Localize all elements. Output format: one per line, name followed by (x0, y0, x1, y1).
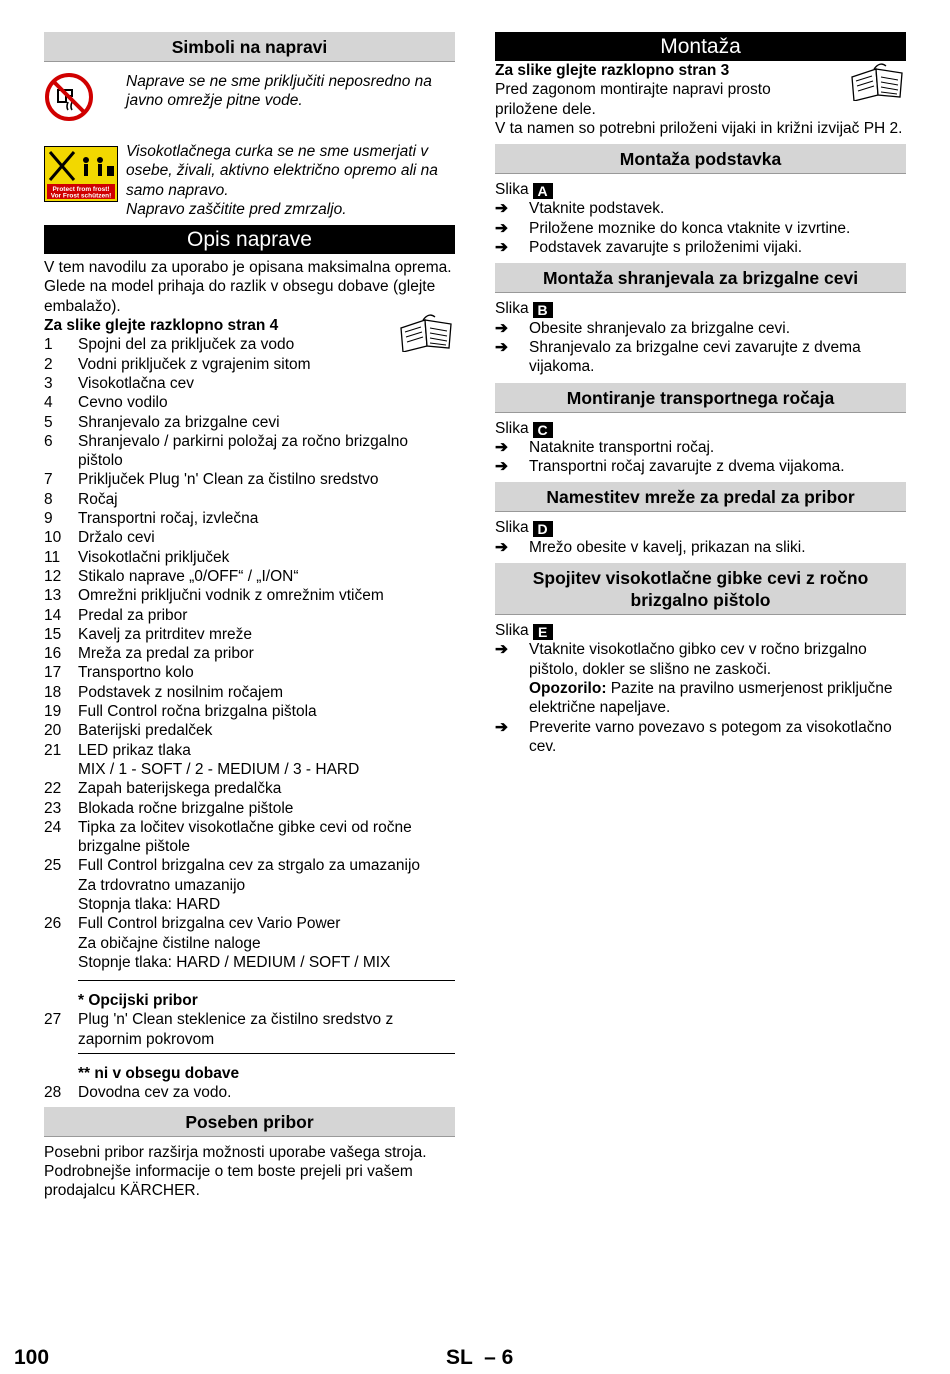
figure-ref (495, 518, 906, 537)
item-number: 25 (44, 857, 62, 875)
list-item (44, 663, 455, 682)
step (495, 438, 906, 457)
arrow-icon: ➔ (495, 718, 508, 736)
item-number: 7 (44, 471, 53, 489)
arrow-icon: ➔ (495, 458, 508, 476)
figure-letter: B (533, 302, 553, 318)
step (495, 319, 906, 338)
step-note (529, 679, 906, 718)
item-text: Predal za pribor (78, 606, 188, 624)
assembly-text1: Pred zagonom montirajte napravi prosto priložene dele. (495, 81, 771, 118)
item25-sub1: Za trdovratno umazanijo (78, 876, 246, 894)
symbol1-text: Naprave se ne sme priključiti neposredno na javno omrežje pitne vode. (126, 73, 432, 110)
item-text: Shranjevalo / parkirni položaj za ročno brizgalno pištolo (78, 432, 408, 470)
item-text: Visokotlačna cev (78, 374, 195, 392)
step-text: Priložene moznike do konca vtaknite v izvrtine. (529, 219, 851, 237)
right-column (495, 32, 906, 756)
list-item (44, 374, 455, 393)
warning-label-line2: Vor Frost schützen! (50, 192, 112, 200)
list-item (44, 721, 455, 740)
item-text: Spojni del za priključek za vodo (78, 336, 295, 354)
item-number: 3 (44, 374, 53, 392)
item-number: 6 (44, 432, 53, 450)
arrow-icon: ➔ (495, 338, 508, 356)
symbol2-text-frost: Napravo zaščitite pred zmrzaljo. (126, 200, 347, 218)
figure-ref (495, 621, 906, 640)
description-intro: V tem navodilu za uporabo je opisana maksimalna oprema. Glede na model prihaja do razlik v obsegu dobave (glejte embalažo). (44, 259, 452, 315)
step-text: Vtaknite podstavek. (529, 200, 665, 218)
item-text: Ročaj (78, 490, 118, 508)
item-text: Vodni priključek z vgrajenim sitom (78, 355, 311, 373)
item-text: Transportni ročaj, izvlečna (78, 510, 259, 528)
item-text: Mreža za predal za pribor (78, 645, 254, 663)
list-item (44, 528, 455, 547)
figure-letter: E (533, 624, 553, 640)
figure-label: Slika (495, 622, 529, 640)
item-number: 19 (44, 703, 62, 721)
item-text: Transportno kolo (78, 664, 194, 682)
item-number: 16 (44, 645, 62, 663)
assembly-text2: V ta namen so potrebni priloženi vijaki in križni izvijač PH 2. (495, 119, 903, 137)
list-item (44, 779, 455, 798)
item-number: 15 (44, 625, 62, 643)
section-heading: Montaža shranjevala za brizgalne cevi (495, 263, 906, 293)
item-text: Cevno vodilo (78, 394, 168, 412)
list-item (44, 335, 455, 354)
list-item (44, 625, 455, 644)
arrow-icon: ➔ (495, 538, 508, 556)
list-item: 28 Dovodna cev za vodo. (44, 1084, 232, 1102)
item-number: 23 (44, 799, 62, 817)
manual-book-icon (848, 63, 906, 106)
list-item (44, 644, 455, 663)
arrow-icon: ➔ (495, 219, 508, 237)
not-included-heading: ** ni v obsegu dobave (78, 1065, 240, 1083)
arrow-icon: ➔ (495, 200, 508, 218)
warning-label-line1: Protect from frost! (52, 186, 110, 193)
list-item (44, 741, 455, 760)
arrow-icon: ➔ (495, 239, 508, 257)
item-number: 17 (44, 664, 62, 682)
list-item (44, 548, 455, 567)
item25-sub2: Stopnja tlaka: HARD (78, 895, 221, 913)
item-number: 20 (44, 722, 62, 740)
step-text: Transportni ročaj zavarujte z dvema vijakoma. (529, 458, 845, 476)
arrow-icon: ➔ (495, 319, 508, 337)
item-text: Podstavek z nosilnim ročajem (78, 683, 284, 701)
special-accessories-heading: Poseben pribor (44, 1107, 455, 1137)
item-text: Full Control brizgalna cev za strgalo za umazanijo (78, 857, 421, 875)
parts-list-2 (44, 779, 455, 875)
step (495, 338, 906, 377)
figure-ref (495, 299, 906, 318)
step-text: Preverite varno povezavo s potegom za visokotlačno cev. (529, 718, 892, 755)
figure-label: Slika (495, 419, 529, 437)
note-text: Pazite na pravilno usmerjenost priključne električne napeljave. (529, 679, 893, 717)
section-heading: Namestitev mreže za predal za pribor (495, 482, 906, 512)
item-number: 11 (44, 548, 61, 566)
page-number: 100 (14, 1346, 50, 1369)
item-number: 9 (44, 510, 53, 528)
divider (78, 1053, 455, 1054)
figure-ref (495, 419, 906, 438)
figure-letter: D (533, 521, 553, 537)
section-heading: Montaža podstavka (495, 144, 906, 174)
list-item: 27 Plug 'n' Clean steklenice za čistilno sredstvo z zapornim pokrovom (44, 1011, 394, 1048)
item-text: Tipka za ločitev visokotlačne gibke cevi od ročne brizgalne pištole (78, 818, 412, 856)
figure-letter: A (533, 183, 553, 199)
item-text: Držalo cevi (78, 529, 155, 547)
figure-label: Slika (495, 181, 529, 199)
item-text: Baterijski predalček (78, 722, 213, 740)
figure-label: Slika (495, 519, 529, 537)
figure-letter: C (533, 422, 553, 438)
item-text: Kavelj za pritrditev mreže (78, 625, 253, 643)
list-item (44, 393, 455, 412)
step (495, 199, 906, 218)
item-number: 14 (44, 606, 62, 624)
item-text: Omrežni priključni vodnik z omrežnim vtičem (78, 587, 384, 605)
figure-ref (495, 180, 906, 199)
step-text: Vtaknite visokotlačno gibko cev v ročno brizgalno pištolo, dokler se slišno ne zaskoči. (529, 641, 867, 678)
list-item (44, 683, 455, 702)
item-text: LED prikaz tlaka (78, 741, 191, 759)
item-number: 8 (44, 490, 53, 508)
item26-sub1: Za običajne čistilne naloge (78, 934, 261, 952)
step (495, 238, 906, 257)
item-text: Zapah baterijskega predalčka (78, 780, 282, 798)
item-text: Stikalo naprave „0/OFF“ / „I/ON“ (78, 567, 299, 585)
item26-sub2: Stopnje tlaka: HARD / MEDIUM / SOFT / MIX (78, 953, 391, 971)
item-number: 18 (44, 683, 62, 701)
list-item (44, 567, 455, 586)
list-item (44, 413, 455, 432)
warning-label-icon (44, 146, 118, 207)
arrow-icon: ➔ (495, 641, 508, 659)
figure-label: Slika (495, 300, 529, 318)
item-number: 1 (44, 336, 53, 354)
list-item (44, 509, 455, 528)
item-number: 4 (44, 394, 53, 412)
step-text: Shranjevalo za brizgalne cevi zavarujte z dvema vijakoma. (529, 338, 861, 376)
language-page: SL – 6 (446, 1346, 514, 1369)
list-item (44, 490, 455, 509)
list-item (44, 856, 455, 875)
item-number: 12 (44, 567, 62, 585)
symbols-heading: Simboli na napravi (44, 32, 455, 62)
step-text: Obesite shranjevalo za brizgalne cevi. (529, 319, 791, 337)
item-number: 24 (44, 818, 62, 836)
item-number: 2 (44, 355, 53, 373)
no-drinking-water-icon (44, 72, 94, 127)
list-item (44, 355, 455, 374)
symbol-drinking-water (44, 68, 455, 128)
divider (78, 980, 455, 981)
item-text: Shranjevalo za brizgalne cevi (78, 413, 280, 431)
description-see-page: Za slike glejte razklopno stran 4 (44, 317, 279, 335)
item-number: 22 (44, 780, 62, 798)
description-heading: Opis naprave (44, 225, 455, 254)
step (495, 640, 906, 717)
step (495, 538, 906, 557)
step (495, 718, 906, 757)
item-text: Visokotlačni priključek (78, 548, 230, 566)
list-item (44, 470, 455, 489)
symbol2-text: Visokotlačnega curka se ne sme usmerjati v osebe, živali, aktivno električno opremo ali na samo napravo. (126, 143, 438, 199)
item-number: 5 (44, 413, 53, 431)
step (495, 219, 906, 238)
list-item: 26 Full Control brizgalna cev Vario Power (44, 915, 341, 933)
symbol-warning (44, 142, 455, 219)
item-number: 13 (44, 587, 62, 605)
list-item (44, 799, 455, 818)
item-text: Full Control ročna brizgalna pištola (78, 703, 317, 721)
manual-book-icon (397, 314, 455, 357)
assembly-sections (495, 144, 906, 557)
section-heading: Spojitev visokotlačne gibke cevi z ročno brizgalno pištolo (495, 563, 906, 615)
assembly-heading: Montaža (495, 32, 906, 61)
list-item (44, 586, 455, 605)
list-item (44, 432, 455, 471)
step-text: Mrežo obesite v kavelj, prikazan na sliki. (529, 538, 806, 556)
list-item (44, 702, 455, 721)
list-item (44, 818, 455, 857)
step-text: Podstavek zavarujte s priloženimi vijaki. (529, 239, 803, 257)
optional-accessories-heading: * Opcijski pribor (78, 992, 198, 1010)
section-heading: Montiranje transportnega ročaja (495, 383, 906, 413)
item21-sub: MIX / 1 - SOFT / 2 - MEDIUM / 3 - HARD (78, 760, 360, 778)
note-label: Opozorilo: (529, 679, 607, 697)
parts-list (44, 335, 455, 760)
item-text: Priključek Plug 'n' Clean za čistilno sredstvo (78, 471, 379, 489)
step-text: Nataknite transportni ročaj. (529, 438, 715, 456)
step (495, 457, 906, 476)
item-number: 10 (44, 529, 62, 547)
item-number: 21 (44, 741, 62, 759)
arrow-icon: ➔ (495, 438, 508, 456)
left-column (44, 32, 455, 1201)
special-accessories-text: Posebni pribor razširja možnosti uporabe vašega stroja. Podrobnejše informacije o tem boste prejeli pri vašem prodajalcu KÄRCHER. (44, 1143, 427, 1200)
list-item (44, 606, 455, 625)
assembly-see-page: Za slike glejte razklopno stran 3 (495, 62, 730, 79)
item-text: Blokada ročne brizgalne pištole (78, 799, 294, 817)
